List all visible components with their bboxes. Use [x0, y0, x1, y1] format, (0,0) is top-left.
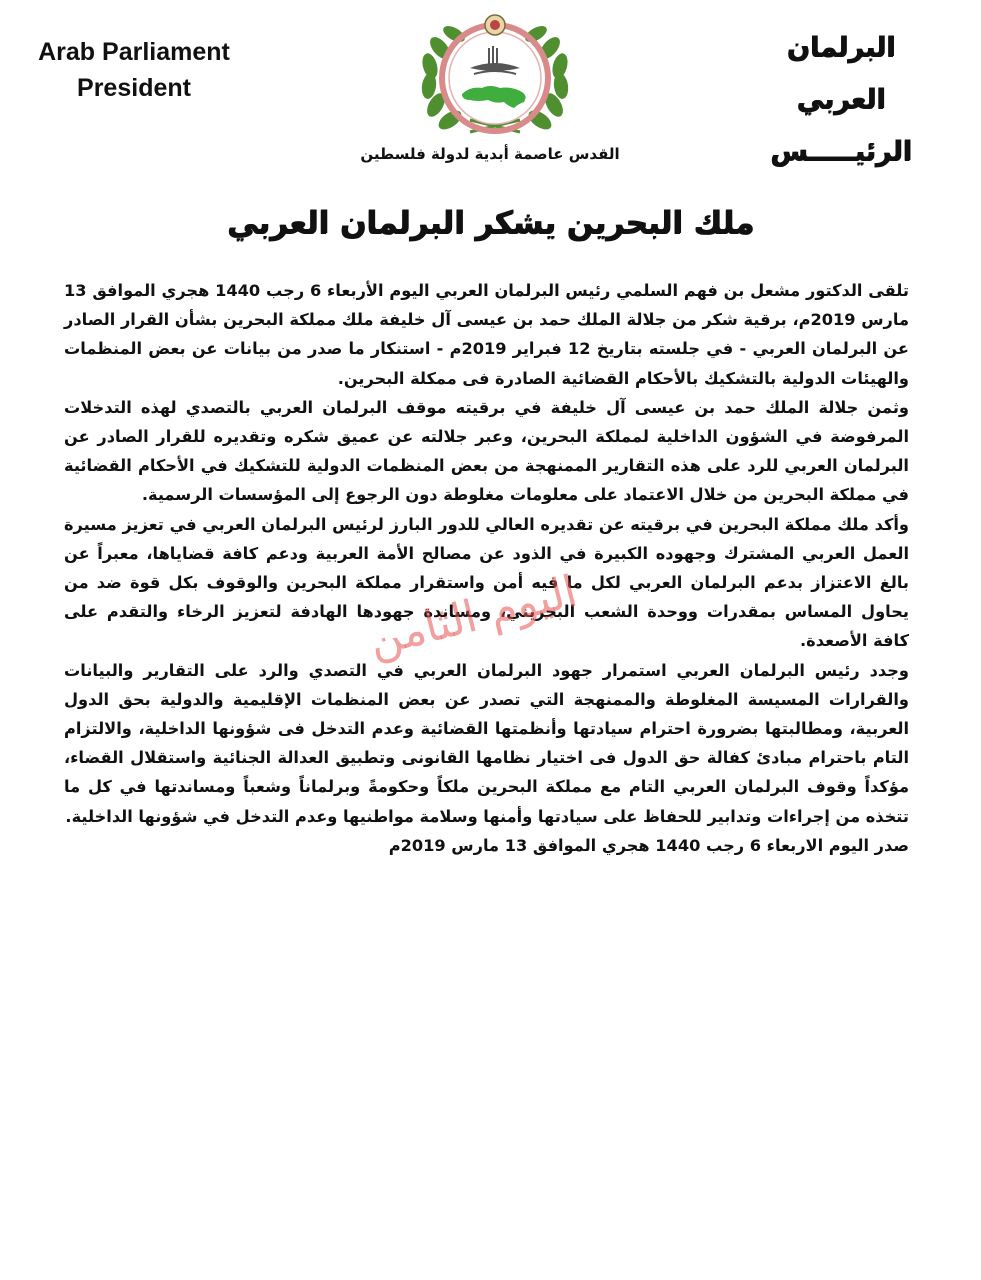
letterhead-org-ar: البرلمان العربي: [786, 32, 896, 115]
document-body: [64, 276, 909, 860]
document-title: ملك البحرين يشكر البرلمان العربي: [226, 205, 755, 241]
emblem-graphic: [400, 8, 590, 140]
newspaper-watermark: اليوم الثامن: [363, 565, 583, 667]
body-paragraph-2: وثمن جلالة الملك حمد بن عيسى آل خليفة في برقيته موقف البرلمان العربي بالتصدي لهذه التدخلات المرفوضة في الشؤون الداخلية لمملكة البحرين، وعبر جلالته عن عميق شكره وتقديره للقرار الصادر عن البرلمان العربي للرد على هذه التقارير الممنهجة من بعض المنظمات الدولية للتشكيك في الأحكام القضائية في مملكة البحرين من خلال الاعتماد على معلومات مغلوطة دون الرجوع إلى المؤسسات الرسمية.: [64, 397, 909, 505]
english-letterhead: [18, 34, 250, 106]
closing-date-line: صدر اليوم الاربعاء 6 رجب 1440 هجري الموافق 13 مارس 2019م: [388, 835, 909, 855]
arabic-letterhead: [741, 22, 941, 178]
letterhead-org-en: Arab Parliament: [38, 38, 230, 66]
arab-parliament-emblem-icon: [400, 8, 590, 140]
letterhead-role-ar: الرئيـــــس: [770, 136, 912, 167]
emblem-motto: القدس عاصمة أبدية لدولة فلسطين: [360, 145, 620, 163]
letterhead-role-en: President: [77, 74, 191, 102]
body-paragraph-4: وجدد رئيس البرلمان العربي استمرار جهود البرلمان العربي في التصدي والرد على التقارير والبيانات والقرارات المسيسة المغلوطة والممنهجة التي تصدر عن بعض المنظمات الإقليمية والدولية بحق الدول العربية، ومطالبتها بضرورة احترام سيادتها وأنظمتها القضائية وعدم التدخل فى شؤونها الداخلية، والالتزام التام باحترام مبادئ كفالة حق الدول فى اختيار نظامها القانونى وتطبيق العدالة الجنائية واستقلال القضاء، مؤكداً وقوف البرلمان العربي التام مع مملكة البحرين ملكاً وحكومةً وبرلماناً وشعباً ومساندتها في كل ما تتخذه من إجراءات وتدابير للحفاظ على سيادتها وأمنها وسلامة مواطنيها وعدم التدخل في شؤونها الداخلية.: [64, 660, 909, 826]
body-paragraph-1: تلقى الدكتور مشعل بن فهم السلمي رئيس البرلمان العربي اليوم الأربعاء 6 رجب 1440 هجري الموافق 13 مارس 2019م، برقية شكر من جلالة الملك حمد بن عيسى آل خليفة ملك مملكة البحرين بشأن القرار الصادر عن البرلمان العربي - في جلسته بتاريخ 12 فبراير 2019م - استنكار ما صدر من بيانات عن بعض المنظمات والهيئات الدولية بالتشكيك بالأحكام القضائية الصادرة فى ممكلة البحرين.: [64, 281, 909, 388]
body-paragraph-3: وأكد ملك مملكة البحرين في برقيته عن تقديره العالي للدور البارز لرئيس البرلمان العربي في تعزيز مسيرة العمل العربي المشترك وجهوده الكبيرة في الذود عن مصالح الأمة العربية ودعم كافة قضاياها، معبراً عن بالغ الاعتزاز بدعم البرلمان العربي لكل ما فيه أمن واستقرار مملكة البحرين والوقوف بكل قوة ضد من يحاول المساس بمقدرات ووحدة الشعب البحريني، ومساندة جهودها الهادفة لتعزيز الرخاء والتقدم على كافة الأصعدة.: [64, 514, 909, 651]
